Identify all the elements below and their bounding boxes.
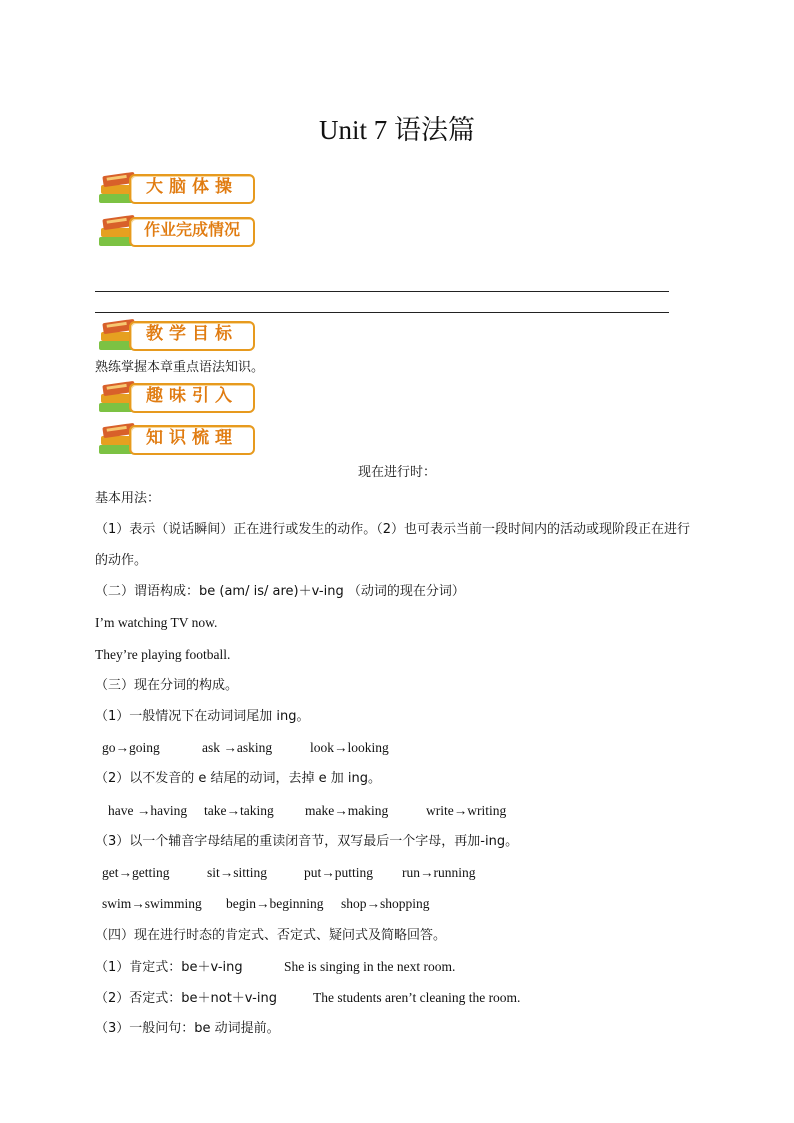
participle-title: （三）现在分词的构成。	[95, 678, 239, 693]
rule-3-examples-b	[102, 894, 722, 915]
answer-line	[95, 312, 669, 313]
badge-label: 教学目标	[146, 324, 238, 344]
example-word: get→getting	[102, 865, 170, 880]
example-word: shop→shopping	[341, 896, 430, 911]
example-word: swim→swimming	[102, 896, 202, 911]
badge-label: 作业完成情况	[143, 220, 240, 239]
example-word: look→looking	[310, 740, 389, 755]
example-word: sit→sitting	[207, 865, 268, 880]
badge-knowledge	[95, 421, 263, 457]
structure-text: （二）谓语构成：be (am/ is/ are)＋v-ing （动词的现在分词）	[95, 584, 465, 599]
example-word: make→making	[305, 803, 389, 818]
rule-1: （1）一般情况下在动词词尾加 ing。	[95, 709, 310, 724]
section-title: 现在进行时：	[357, 465, 436, 480]
badge-label: 大脑体操	[146, 177, 238, 197]
rule-3: （3）以一个辅音字母结尾的重读闭音节，双写最后一个字母，再加-ing。	[95, 834, 519, 849]
badge-fun-intro	[95, 379, 263, 415]
forms-title: （四）现在进行时态的肯定式、否定式、疑问式及简略回答。	[95, 928, 447, 943]
answer-line	[95, 291, 669, 292]
affirmative-form	[95, 957, 715, 978]
example-word: write→writing	[426, 803, 507, 818]
example-word: have →having	[108, 803, 188, 818]
example-word: go→going	[102, 740, 160, 755]
example-word: ask →asking	[202, 740, 273, 755]
badge-label: 知识梳理	[146, 428, 238, 448]
rule-3-examples-a	[102, 863, 722, 884]
example-sentence: I’m watching TV now.	[95, 615, 218, 630]
badge-homework	[95, 213, 263, 249]
page-title: Unit 7 语法篇	[318, 115, 475, 145]
question-form: （3）一般问句：be 动词提前。	[95, 1021, 280, 1036]
badge-label: 趣味引入	[146, 386, 238, 406]
rule-2: （2）以不发音的 e 结尾的动词，去掉 e 加 ing。	[95, 771, 382, 786]
example-word: take→taking	[204, 803, 274, 818]
form-label: （1）肯定式：be＋v-ing	[95, 960, 243, 975]
goal-text: 熟练掌握本章重点语法知识。	[95, 360, 265, 375]
badge-brain-exercise	[95, 170, 263, 206]
example-word: begin→beginning	[226, 896, 324, 911]
negative-form	[95, 988, 715, 1009]
form-example: She is singing in the next room.	[284, 959, 456, 974]
rule-2-examples	[108, 801, 728, 822]
rule-1-examples	[102, 738, 722, 759]
form-example: The students aren’t cleaning the room.	[313, 990, 521, 1005]
example-word: run→running	[402, 865, 476, 880]
basic-usage-label: 基本用法：	[95, 491, 161, 506]
usage-text: （1）表示（说话瞬间）正在进行或发生的动作。（2）也可表示当前一段时间内的活动或现阶段正在进行的动作。	[95, 522, 691, 568]
form-label: （2）否定式：be＋not＋v-ing	[95, 991, 277, 1006]
example-sentence: They’re playing football.	[95, 647, 231, 662]
example-word: put→putting	[304, 865, 374, 880]
badge-teaching-goal	[95, 317, 263, 353]
